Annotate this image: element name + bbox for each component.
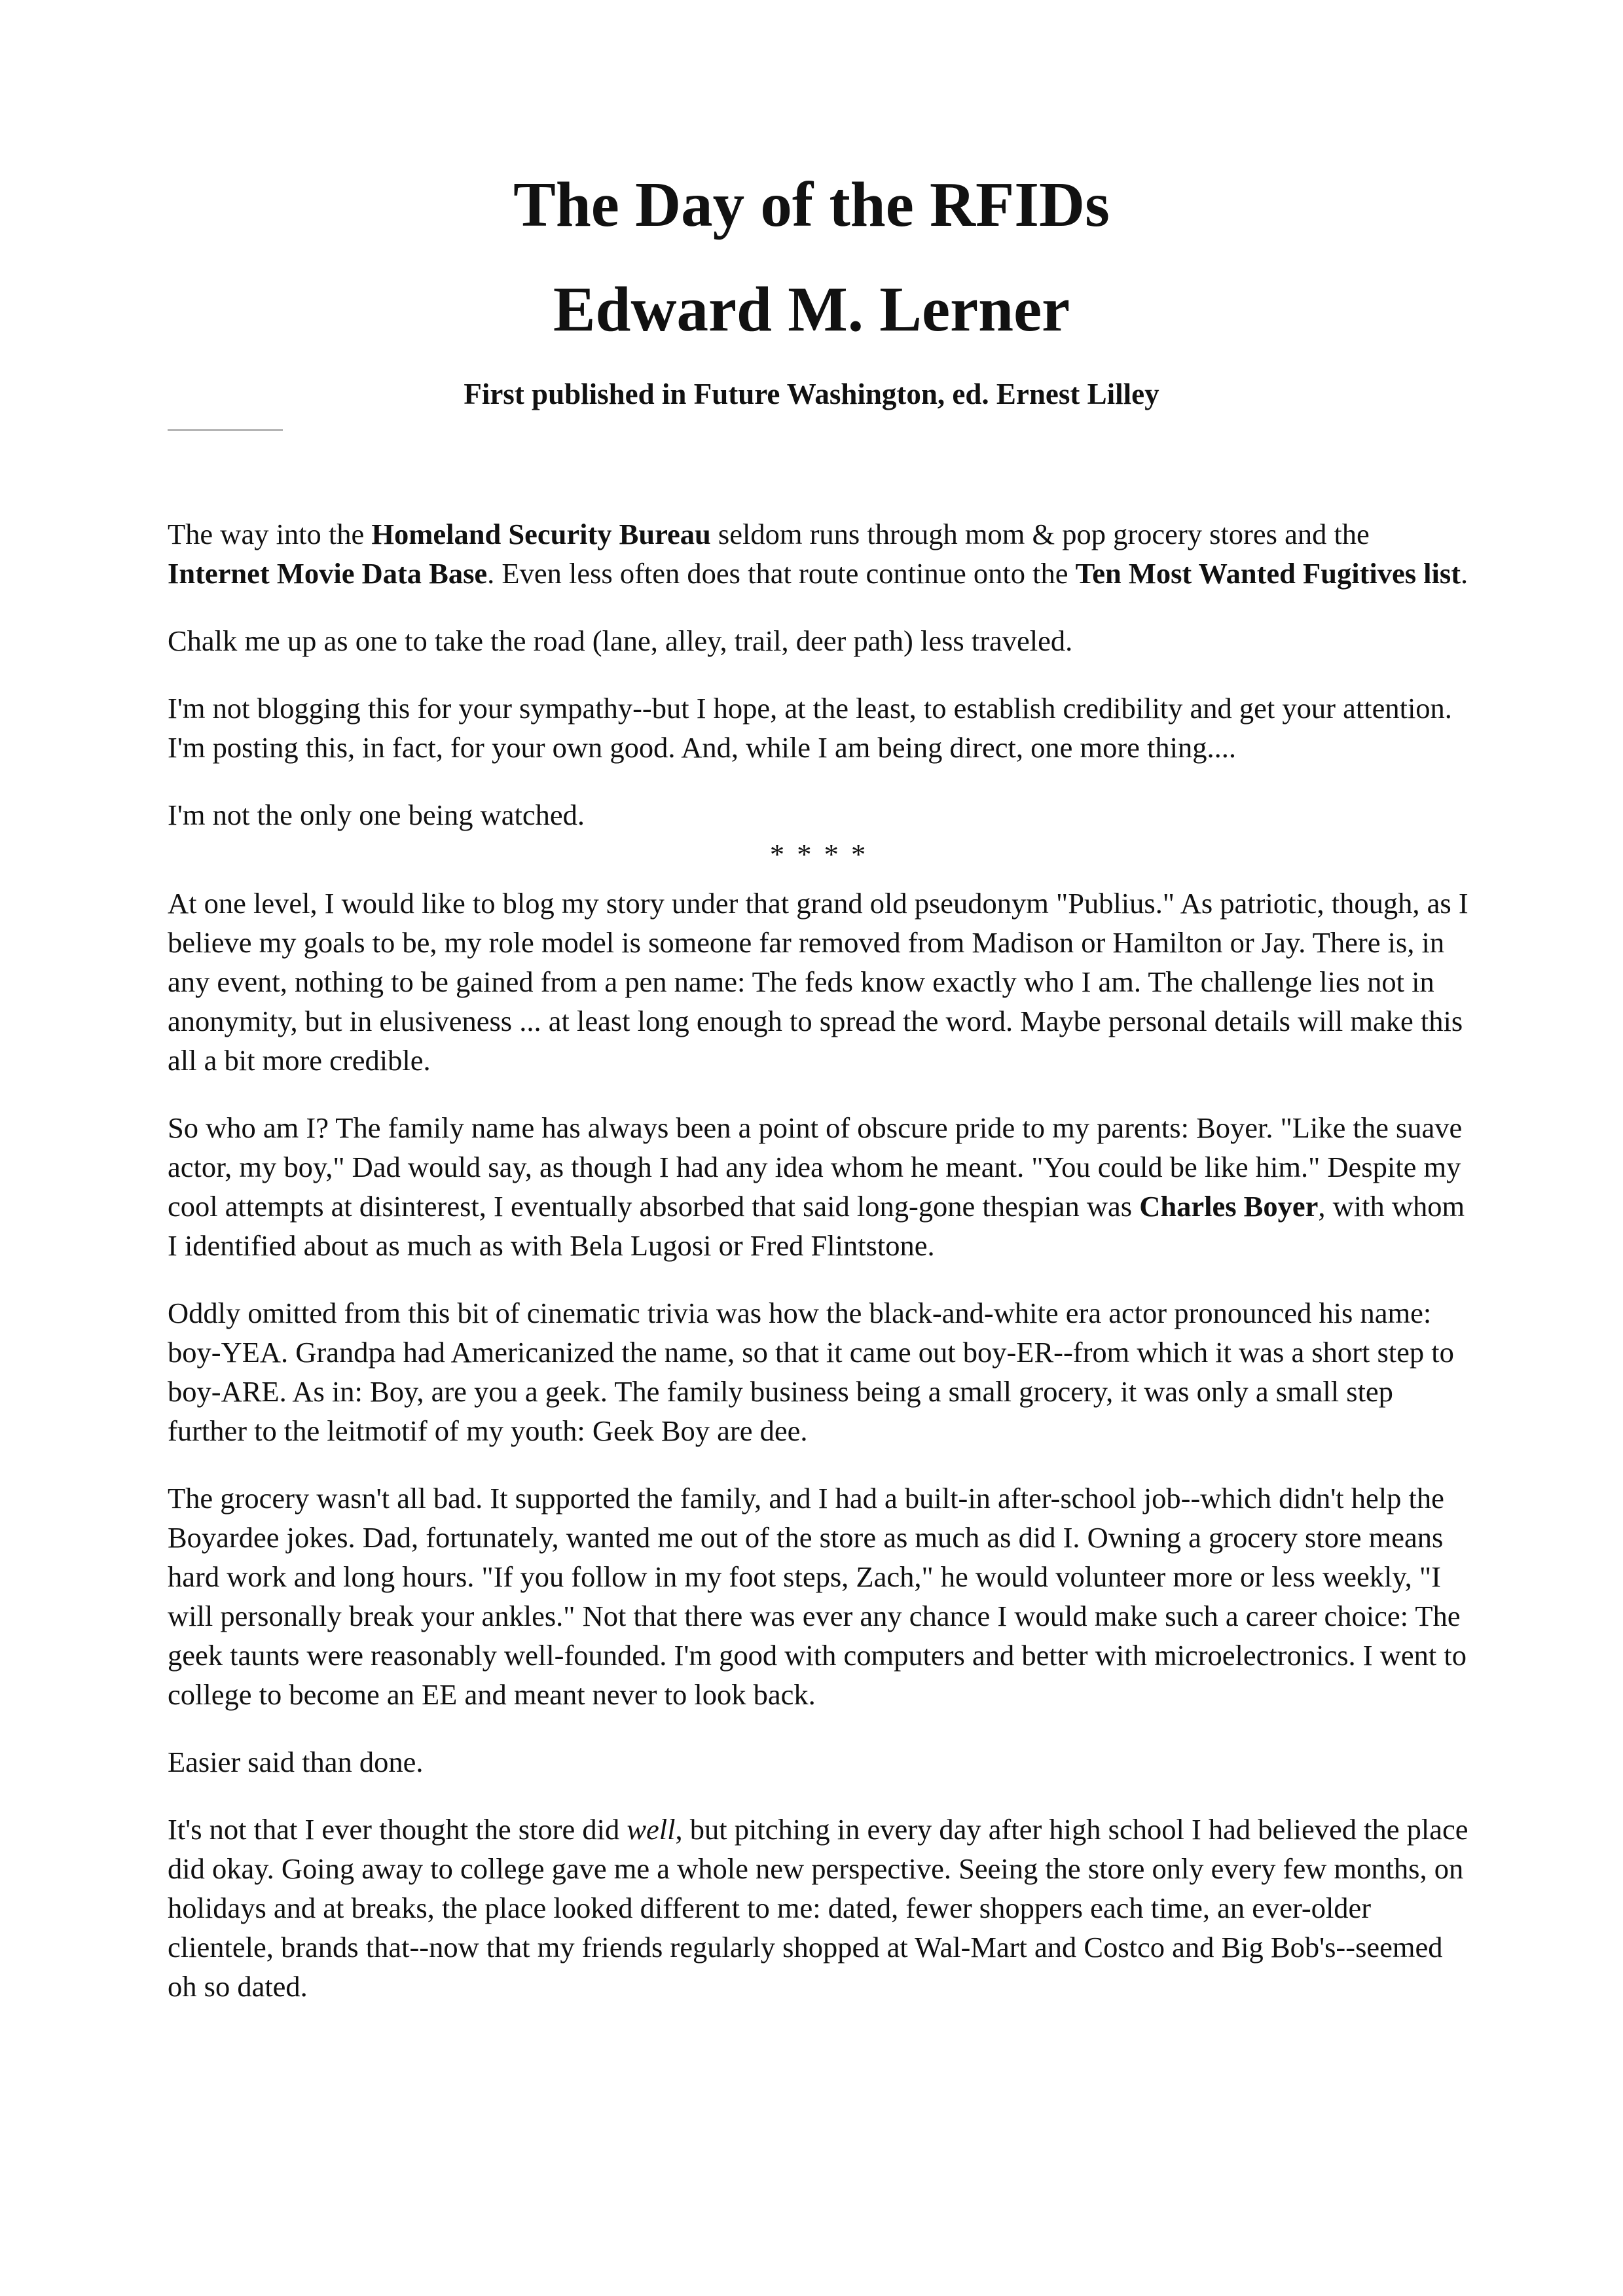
paragraph-3: I'm not blogging this for your sympathy--but I hope, at the least, to establish credibility and get your attention. I'm posting this, in fact, for your own good. And, while I am being direct, one more thing.... <box>168 692 1452 764</box>
header-divider <box>168 429 283 431</box>
section-separator: * * * * <box>769 838 869 870</box>
link-charles-boyer: Charles Boyer <box>1139 1190 1319 1223</box>
story-title: The Day of the RFIDs <box>513 170 1110 240</box>
publication-note: First published in Future Washington, ed. Ernest Lilley <box>464 378 1159 410</box>
link-internet-movie-data-base: Internet Movie Data Base <box>168 557 488 590</box>
paragraph-5: At one level, I would like to blog my story under that grand old pseudonym "Publius." As patriotic, though, as I believe my goals to be, my role model is someone far removed from Madison or Hamilton or Jay. There is, in any event, nothing to be gained from a pen name: The feds know exactly who I am. The challenge lies not in anonymity, but in elusiveness ... at least long enough to spread the word. Maybe personal details will make this all a bit more credible. <box>168 887 1468 1077</box>
paragraph-2: Chalk me up as one to take the road (lane, alley, trail, deer path) less traveled. <box>168 624 1073 657</box>
story-body <box>168 514 1470 2034</box>
link-ten-most-wanted: Ten Most Wanted Fugitives list <box>1075 557 1461 590</box>
paragraph-7: Oddly omitted from this bit of cinematic trivia was how the black-and-white era actor pronounced his name: boy-YEA. Grandpa had Americanized the name, so that it came out boy-ER--from which it was a short step to boy-ARE. As in: Boy, are you a geek. The family business being a small grocery, it was only a small step further to the leitmotif of my youth: Geek Boy are dee. <box>168 1297 1454 1447</box>
link-homeland-security-bureau: Homeland Security Bureau <box>371 518 711 550</box>
paragraph-1: The way into the Homeland Security Bureau seldom runs through mom & pop grocery stores and the Internet Movie Data Base. Even less often does that route continue onto the Ten Most Wanted Fugitives list. <box>168 518 1468 590</box>
paragraph-8: The grocery wasn't all bad. It supported the family, and I had a built-in after-school job--which didn't help the Boyardee jokes. Dad, fortunately, wanted me out of the store as much as did I. Owning a grocery store means hard work and long hours. "If you follow in my foot steps, Zach," he would volunteer more or less weekly, "I will personally break your ankles." Not that there was ever any chance I would make such a career choice: The geek taunts were reasonably well-founded. I'm good with computers and better with microelectronics. I went to college to become an EE and meant never to look back. <box>168 1482 1467 1711</box>
paragraph-10: It's not that I ever thought the store did well, but pitching in every day after high school I had believed the place did okay. Going away to college gave me a whole new perspective. Seeing the store only every few months, on holidays and at breaks, the place looked different to me: dated, fewer shoppers each time, an ever-older clientele, brands that--now that my friends regularly shopped at Wal-Mart and Costco and Big Bob's--seemed oh so dated. <box>168 1813 1468 2003</box>
emphasis-well: well <box>627 1813 676 1846</box>
paragraph-6: So who am I? The family name has always been a point of obscure pride to my parents: Boyer. "Like the suave actor, my boy," Dad would say, as though I had any idea whom he meant. "You could be like him." Despite my cool attempts at disinterest, I eventually absorbed that said long-gone thespian was Charles Boyer, with whom I identified about as much as with Bela Lugosi or Fred Flintstone. <box>168 1111 1465 1262</box>
paragraph-4: I'm not the only one being watched. <box>168 798 585 831</box>
author-name: Edward M. Lerner <box>553 274 1070 344</box>
paragraph-9: Easier said than done. <box>168 1746 424 1778</box>
